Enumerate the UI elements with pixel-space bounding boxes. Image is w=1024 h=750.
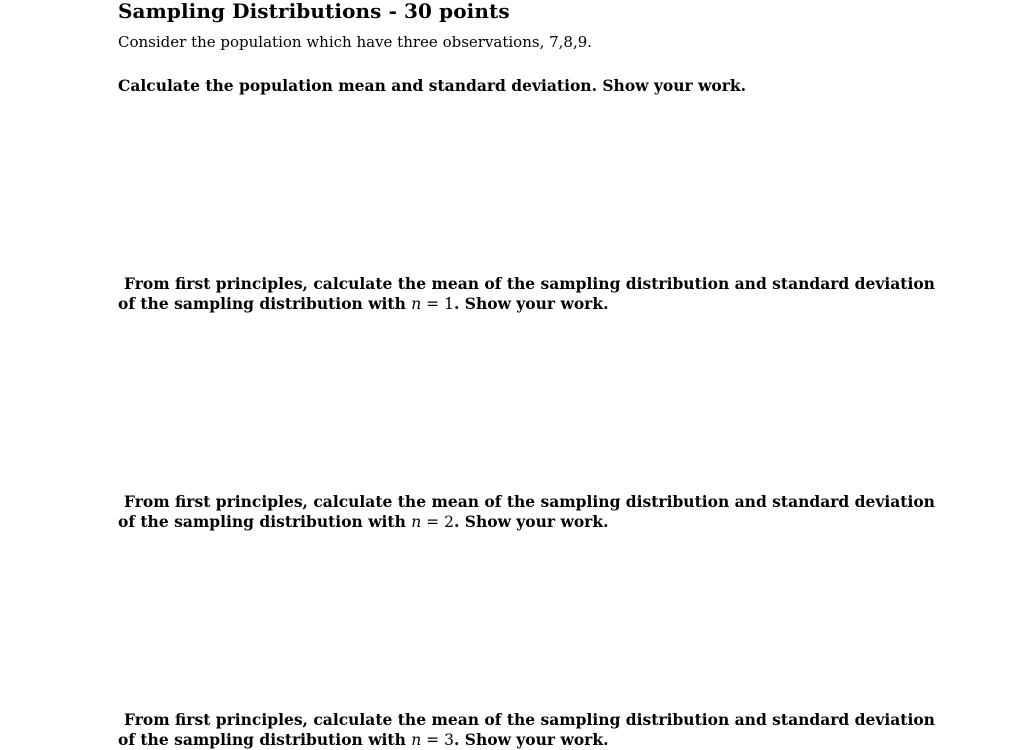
- intro-paragraph: Consider the population which have three observations, 7,8,9.: [118, 33, 593, 51]
- question-line-2-prefix: of the sampling distribution with: [118, 730, 412, 749]
- math-value: 3: [444, 731, 454, 749]
- math-equals: =: [421, 295, 445, 313]
- math-variable-n: n: [411, 513, 422, 531]
- question-sampling-n2: [118, 492, 935, 532]
- question-sampling-n3: [118, 710, 935, 750]
- question-line-2-suffix: . Show your work.: [453, 294, 609, 313]
- math-value: 1: [444, 295, 454, 313]
- question-line-2-suffix: . Show your work.: [453, 730, 609, 749]
- question-line-2: [118, 730, 935, 750]
- question-line-2-prefix: of the sampling distribution with: [118, 294, 412, 313]
- question-line-1: From first principles, calculate the mean of the sampling distribution and standard deviation: [124, 710, 935, 729]
- math-equals: =: [421, 513, 445, 531]
- question-line-2: [118, 294, 935, 314]
- question-sampling-n1: [118, 274, 935, 314]
- question-line-2-suffix: . Show your work.: [453, 512, 609, 531]
- page-title: Sampling Distributions - 30 points: [118, 0, 510, 23]
- question-line-1: From first principles, calculate the mean of the sampling distribution and standard deviation: [124, 274, 935, 293]
- question-line-1: From first principles, calculate the mean of the sampling distribution and standard deviation: [124, 492, 935, 511]
- math-value: 2: [444, 513, 454, 531]
- math-variable-n: n: [411, 731, 422, 749]
- question-population-mean: Calculate the population mean and standard deviation. Show your work.: [118, 76, 747, 95]
- math-equals: =: [421, 731, 445, 749]
- math-variable-n: n: [411, 295, 422, 313]
- question-line-2-prefix: of the sampling distribution with: [118, 512, 412, 531]
- question-line-2: [118, 512, 935, 532]
